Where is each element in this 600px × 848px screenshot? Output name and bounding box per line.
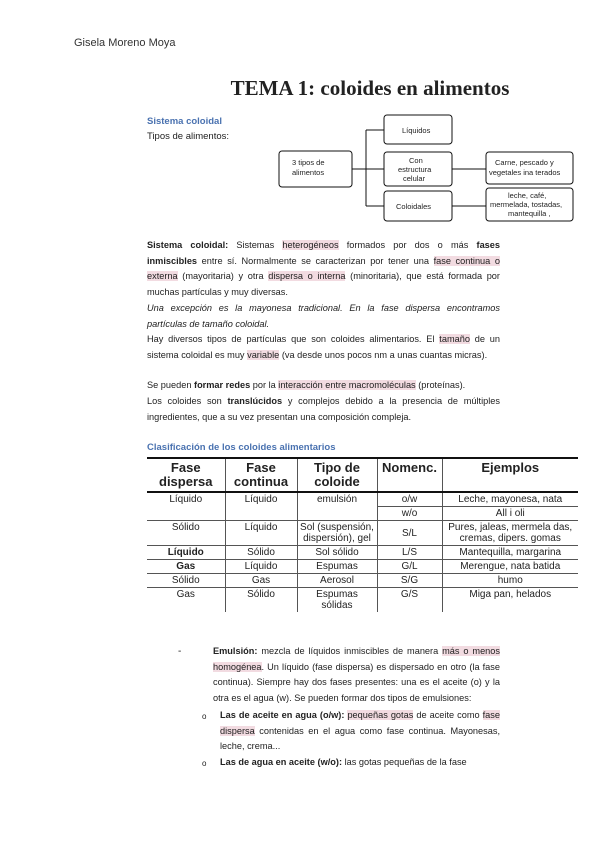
- para4-highlight-interaccion: interacción entre macromoléculas: [278, 380, 416, 390]
- table-cell: All i oli: [442, 507, 578, 521]
- table-cell: Espumas sólidas: [297, 588, 377, 613]
- emulsion-text: mezcla de líquidos inmiscibles de manera: [257, 646, 443, 656]
- diagram-coloidales-example-line1: leche, café,: [508, 191, 547, 200]
- page-title: TEMA 1: coloides en alimentos: [230, 76, 510, 100]
- section-heading-clasificacion: Clasificación de los coloides alimentarios: [147, 442, 336, 453]
- para3-highlight-tamano: tamaño: [439, 334, 470, 344]
- emulsion-label: Emulsión:: [213, 646, 258, 656]
- diagram-estructura-line1: Con: [409, 156, 423, 165]
- food-types-diagram: [0, 0, 600, 240]
- para3-text: de un sistema coloidal es muy: [147, 334, 501, 360]
- sub-bullet: o: [202, 759, 207, 768]
- sub1-text: contenidas en el agua como fase continua. Mayonesas, leche, crema...: [220, 725, 500, 752]
- paragraph-translucidos: [147, 394, 500, 425]
- diagram-estructura-example-line2: vegetales ina terados: [489, 168, 561, 177]
- table-cell: Gas: [147, 560, 225, 574]
- header-fase-continua: Fase continua: [225, 458, 297, 492]
- diagram-coloidales-label: Coloidales: [396, 202, 432, 211]
- para1-text: (mayoritaria) y otra: [177, 271, 269, 282]
- sub1-highlight-fase-dispersa: fase dispersa: [220, 710, 500, 736]
- para1-highlight-dispersa: dispersa o interna: [268, 271, 346, 282]
- para5-text: y complejos debido a la presencia de múltiples ingredientes, que a su vez presentan una composición compleja.: [147, 396, 500, 422]
- para5-bold-translucidos: translúcidos: [227, 396, 283, 406]
- sub2-text: las gotas pequeñas de la fase: [342, 757, 467, 767]
- list-item-emulsion: [213, 644, 500, 706]
- table-row: [147, 574, 578, 588]
- table-cell: humo: [442, 574, 578, 588]
- table-row: [147, 560, 578, 574]
- para1-text: Sistemas: [228, 240, 283, 250]
- diagram-estructura-line2: estructura: [398, 165, 432, 174]
- list-item-agua-en-aceite: [220, 755, 500, 771]
- list-dash: -: [178, 646, 182, 657]
- table-cell: Sólido: [147, 521, 225, 546]
- header-tipo-coloide: Tipo de coloide: [297, 458, 377, 492]
- para5-text: Los coloides son: [147, 396, 228, 406]
- para1-text: (minoritaria), que está formada por muchas partículas y muy diversas.: [147, 271, 500, 297]
- sub1-text: de aceite como: [413, 710, 483, 720]
- table-cell: Sol (suspensión, dispersión), gel: [297, 521, 377, 546]
- table-cell: S/L: [377, 521, 442, 546]
- table-cell: Sólido: [147, 574, 225, 588]
- table-cell: Sólido: [225, 588, 297, 613]
- para1-text: entre sí. Normalmente se caracterizan por tener una: [197, 255, 434, 266]
- table-row: [147, 588, 578, 613]
- emulsion-highlight-homogenea: más o menos homogénea: [213, 646, 500, 672]
- table-row: [147, 521, 578, 546]
- tipos-alimentos-label: Tipos de alimentos:: [147, 131, 230, 142]
- table-row: [147, 492, 578, 507]
- table-cell: Mantequilla, margarina: [442, 546, 578, 560]
- table-cell: G/S: [377, 588, 442, 613]
- para4-text: por la: [250, 380, 279, 390]
- header-ejemplos: Ejemplos: [442, 458, 578, 492]
- paragraph-tamano: [147, 332, 500, 363]
- header-fase-dispersa: Fase dispersa: [147, 458, 225, 492]
- diagram-liquidos-label: Líquidos: [402, 126, 431, 135]
- table-row: [147, 507, 578, 521]
- table-cell: Miga pan, helados: [442, 588, 578, 613]
- table-cell: Líquido: [225, 492, 297, 507]
- table-cell: Merengue, nata batida: [442, 560, 578, 574]
- header-nomenclatura: Nomenc.: [377, 458, 442, 492]
- para3-highlight-variable: variable: [247, 349, 280, 360]
- para4-text: (proteínas).: [415, 380, 466, 390]
- table-cell: Sólido: [225, 546, 297, 560]
- table-cell: L/S: [377, 546, 442, 560]
- table-cell: S/G: [377, 574, 442, 588]
- sub1-highlight-gotas: pequeñas gotas: [347, 710, 414, 720]
- paragraph-excepcion-mayonesa: Una excepción es la mayonesa tradicional. En la fase dispersa encontramos partículas de tamaño coloidal.: [147, 303, 500, 329]
- table-cell: G/L: [377, 560, 442, 574]
- colloid-classification-table: [147, 457, 578, 612]
- table-cell: w/o: [377, 507, 442, 521]
- sub1-label: Las de aceite en agua (o/w):: [220, 710, 345, 720]
- table-header-row: [147, 458, 578, 492]
- table-cell: Pures, jaleas, mermela das, cremas, dipers. gomas: [442, 521, 578, 546]
- para1-highlight-fase-continua: fase continua o externa: [147, 255, 500, 282]
- sub2-label: Las de agua en aceite (w/o):: [220, 757, 343, 767]
- section-heading-sistema-coloidal: Sistema coloidal: [147, 116, 222, 127]
- table-cell: o/w: [377, 492, 442, 507]
- para4-text: Se pueden: [147, 380, 195, 390]
- table-cell: Espumas: [297, 560, 377, 574]
- diagram-estructura-line3: celular: [403, 174, 426, 183]
- list-item-aceite-en-agua: [220, 708, 500, 755]
- table-cell: [147, 507, 225, 521]
- para1-text: formados por dos o más: [338, 240, 477, 250]
- document-author: Gisela Moreno Moya: [74, 37, 176, 49]
- table-cell: Aerosol: [297, 574, 377, 588]
- table-cell: Líquido: [225, 521, 297, 546]
- paragraph-sistema-coloidal: [147, 238, 500, 300]
- diagram-estructura-example-line1: Carne, pescado y: [495, 158, 554, 167]
- diagram-root-line1: 3 tipos de: [292, 158, 325, 167]
- table-cell: Sol sólido: [297, 546, 377, 560]
- para4-bold-redes: formar redes: [194, 380, 251, 390]
- paragraph-redes: [147, 378, 500, 394]
- table-cell: Líquido: [225, 560, 297, 574]
- table-cell: [225, 507, 297, 521]
- table-cell: Gas: [147, 588, 225, 613]
- diagram-coloidales-example-line2: mermelada, tostadas,: [490, 200, 563, 209]
- table-cell: [297, 507, 377, 521]
- table-cell: emulsión: [297, 492, 377, 507]
- para3-text: (va desde unos pocos nm a unas cuantas micras).: [279, 349, 488, 360]
- para1-label: Sistema coloidal:: [147, 240, 229, 250]
- sub-bullet: o: [202, 712, 207, 721]
- table-cell: Leche, mayonesa, nata: [442, 492, 578, 507]
- para1-highlight-heterogeneos: heterogéneos: [282, 240, 339, 250]
- emulsion-text: . Un líquido (fase dispersa) es dispersado en otro (la fase continua). Siempre hay dos fases presentes: una es el aceite (o) y la otra es el agua (w). Se pueden formar dos tipos de emulsiones:: [213, 661, 500, 703]
- diagram-root-line2: alimentos: [292, 168, 325, 177]
- table-cell: Líquido: [169, 494, 203, 505]
- diagram-coloidales-example-line3: mantequilla ,: [508, 209, 551, 218]
- para1-bold-fases: fases inmiscibles: [147, 240, 501, 266]
- table-row: [147, 546, 578, 560]
- table-cell: Líquido: [147, 546, 225, 560]
- para3-text: Hay diversos tipos de partículas que son coloides alimentarios. El: [147, 334, 440, 344]
- table-cell: Gas: [225, 574, 297, 588]
